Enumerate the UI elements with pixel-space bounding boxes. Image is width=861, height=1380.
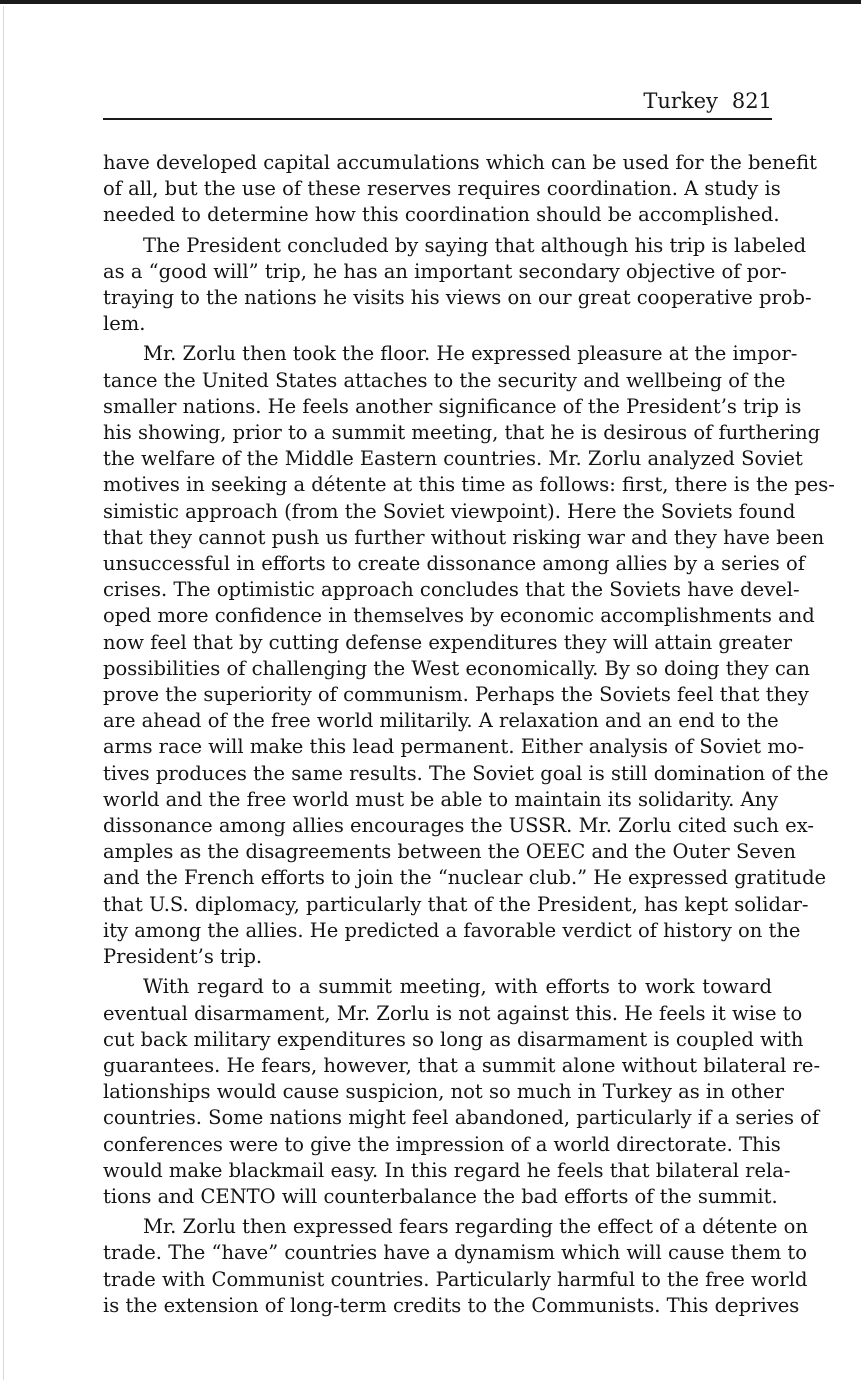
document-body [103, 150, 835, 1323]
text-line: ity among the allies. He predicted a favorable verdict of history on the [103, 918, 801, 942]
text-line: the welfare of the Middle Eastern countries. Mr. Zorlu analyzed Soviet [103, 447, 803, 471]
text-line: prove the superiority of communism. Perhaps the Soviets feel that they [103, 683, 809, 707]
paragraph [103, 233, 812, 338]
section-title: Turkey [643, 89, 718, 113]
text-line: possibilities of challenging the West economically. By so doing they can [103, 656, 810, 680]
text-line: that U.S. diplomacy, particularly that of the President, has kept solidar- [103, 892, 809, 916]
paragraph [103, 150, 817, 229]
text-line: motives in seeking a détente at this time as follows: first, there is the pes- [103, 473, 835, 497]
running-head [103, 86, 772, 116]
text-line: tives produces the same results. The Soviet goal is still domination of the [103, 761, 829, 785]
text-line: Mr. Zorlu then expressed fears regarding the effect of a détente on [143, 1215, 808, 1239]
text-line: unsuccessful in efforts to create dissonance among allies by a series of [103, 552, 805, 576]
text-line: arms race will make this lead permanent. Either analysis of Soviet mo- [103, 735, 805, 759]
text-line: have developed capital accumulations which can be used for the benefit [103, 151, 817, 174]
text-line: tance the United States attaches to the security and wellbeing of the [103, 368, 786, 392]
text-line: and the French efforts to join the “nuclear club.” He expressed gratitude [103, 866, 827, 890]
text-line: traying to the nations he visits his views on our great cooperative prob- [103, 286, 812, 310]
text-line: countries. Some nations might feel abandoned, particularly if a series of [103, 1106, 820, 1130]
text-line: Mr. Zorlu then took the floor. He expressed pleasure at the impor- [143, 342, 798, 366]
text-line: his showing, prior to a summit meeting, that he is desirous of furthering [103, 421, 821, 445]
text-line: dissonance among allies encourages the USSR. Mr. Zorlu cited such ex- [103, 814, 814, 838]
text-line: simistic approach (from the Soviet viewpoint). Here the Soviets found [103, 499, 796, 523]
header-rule [103, 118, 772, 120]
text-line: The President concluded by saying that although his trip is labeled [143, 233, 807, 257]
text-line: are ahead of the free world militarily. A relaxation and an end to the [103, 709, 779, 733]
text-line: guarantees. He fears, however, that a summit alone without bilateral re- [103, 1053, 821, 1077]
text-line: tions and CENTO will counterbalance the bad efforts of the summit. [103, 1184, 778, 1208]
text-line: now feel that by cutting defense expenditures they will attain greater [103, 630, 793, 654]
paragraph [103, 974, 821, 1210]
text-line: President’s trip. [103, 945, 263, 969]
text-line: is the extension of long-term credits to the Communists. This deprives [103, 1293, 800, 1317]
page-number: 821 [731, 89, 772, 113]
text-line: needed to determine how this coordination should be accomplished. [103, 203, 780, 227]
text-line: that they cannot push us further without risking war and they have been [103, 525, 825, 549]
text-line: cut back military expenditures so long as disarmament is coupled with [103, 1027, 804, 1051]
text-line: eventual disarmament, Mr. Zorlu is not against this. He feels it wise to [103, 1001, 803, 1025]
text-line: as a “good will” trip, he has an important secondary objective of por- [103, 259, 787, 283]
text-line: crises. The optimistic approach concludes that the Soviets have devel- [103, 578, 800, 602]
paragraph [103, 341, 835, 970]
scan-border-left [3, 6, 4, 1380]
text-line: smaller nations. He feels another significance of the President’s trip is [103, 394, 802, 418]
text-line: amples as the disagreements between the OEEC and the Outer Seven [103, 840, 796, 864]
text-line: trade with Communist countries. Particularly harmful to the free world [103, 1267, 808, 1291]
text-line: world and the free world must be able to maintain its solidarity. Any [103, 787, 779, 811]
scan-border-top [0, 0, 861, 4]
text-line: lationships would cause suspicion, not so much in Turkey as in other [103, 1080, 784, 1104]
text-line: would make blackmail easy. In this regard he feels that bilateral rela- [103, 1158, 791, 1182]
text-line: With regard to a summit meeting, with efforts to work toward [143, 975, 772, 999]
text-line: conferences were to give the impression of a world directorate. This [103, 1132, 781, 1156]
text-line: lem. [103, 312, 146, 336]
text-line: of all, but the use of these reserves requires coordination. A study is [103, 177, 781, 201]
text-line: oped more confidence in themselves by economic accomplishments and [103, 604, 815, 628]
text-line: trade. The “have” countries have a dynamism which will cause them to [103, 1241, 807, 1265]
paragraph [103, 1214, 808, 1319]
